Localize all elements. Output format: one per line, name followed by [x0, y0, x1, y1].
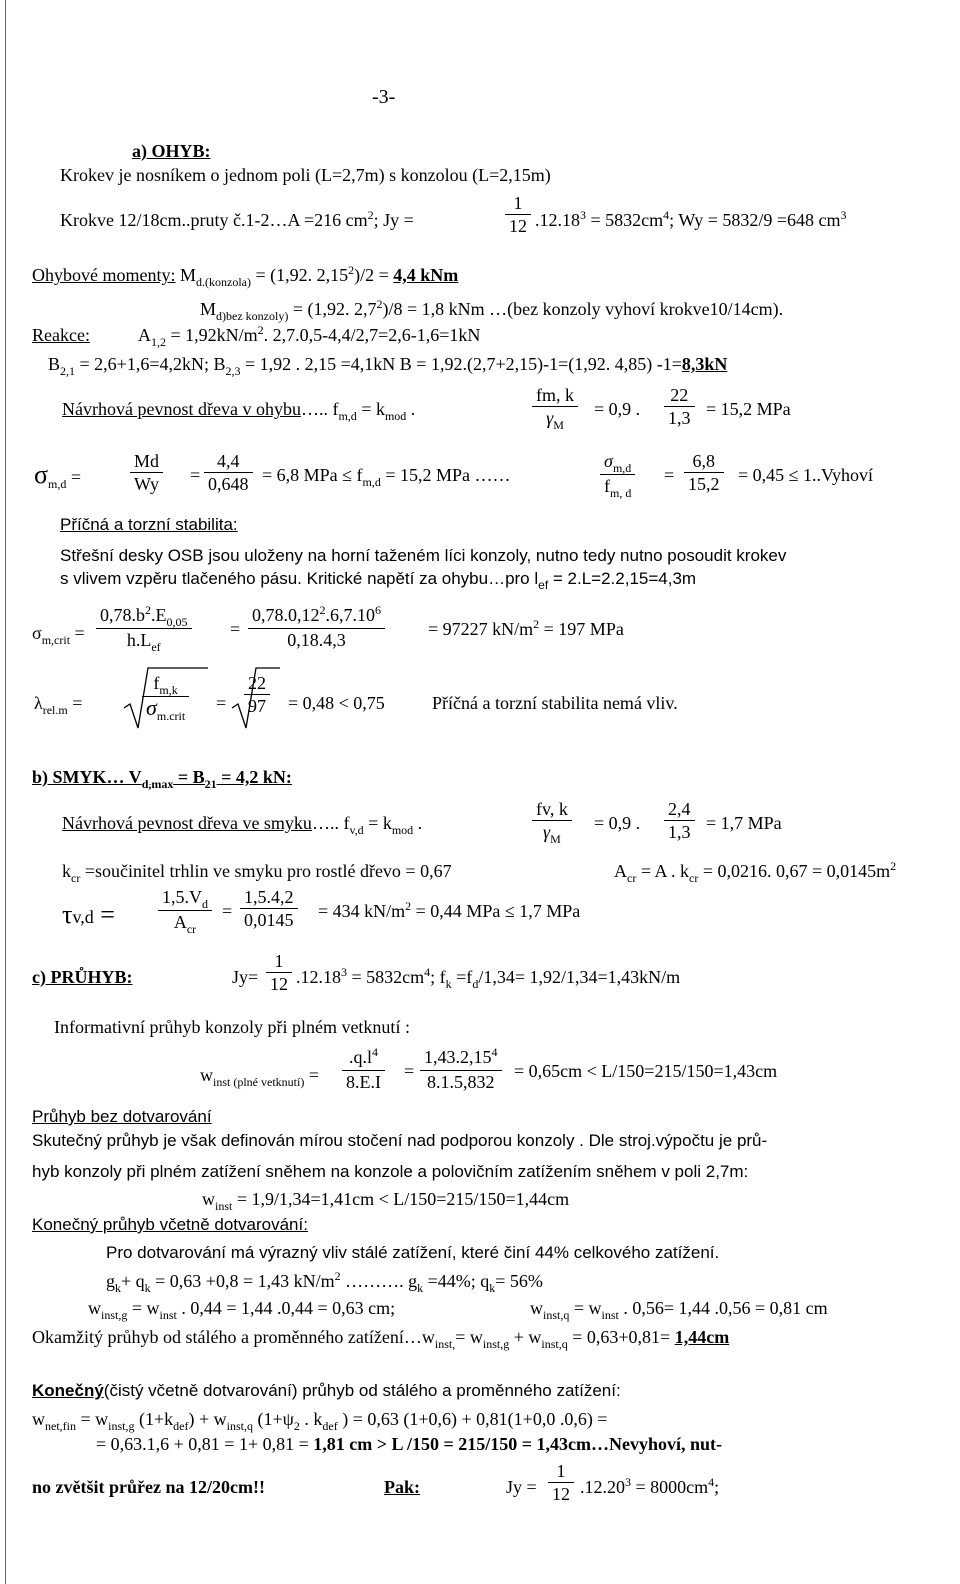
page-number: -3-	[372, 86, 396, 108]
fraction-tau-2: $\frac{1,5.4,2}{0,0145}$	[240, 886, 298, 931]
sigma-mid: = 6,8 MPa ≤ $f_{m,d} = 15,2$ MPa ……	[262, 465, 511, 489]
fraction-crit-1: $0,78.b^2.E_{0,05}$ $h.L_{ef}$	[96, 604, 192, 653]
konecny-line-2: $g_k+ q_k = 0,63 +0,8 = 1,43$ $kN/m^2$ ………. $g_k =44\%$; $q_k= 56\%$	[106, 1269, 543, 1295]
w-inst-result: = 0,65cm < L/150=215/150=1,43cm	[514, 1061, 778, 1081]
konecny-heading: Konečný průhyb včetně dotvarování:	[32, 1215, 308, 1234]
jy-rest: $.12.18^3 = 5832cm^4$; $f_k =f_d/1,34= 1,92/1,34=1,43kN/m$	[296, 965, 681, 991]
konecny-line-3: $w_{inst,g} = w_{inst}$ . 0,44 = 1,44 .0,44 = 0,63 cm;	[88, 1298, 396, 1322]
eq-09: = 0,9 .	[594, 399, 641, 419]
left-border	[5, 0, 6, 1584]
fraction-44-0648: $\frac{4,4}{0,648}$	[204, 450, 253, 495]
navrhova-pevnost-ohyb: Návrhová pevnost dřeva v ohybu….. $f_{m,d} = k_{mod}$ .	[62, 399, 416, 423]
result-152: = 15,2 MPa	[706, 399, 791, 419]
eq-09-b: = 0,9 .	[594, 813, 641, 833]
fraction-w-2: $\frac{1,43.2,15^4}{8.1.5,832}$	[420, 1046, 502, 1093]
info-line: Informativní průhyb konzoly při plném vetknutí :	[54, 1017, 410, 1037]
fraction-tau-1: $1,5.V_d$ $A_{cr}$	[158, 886, 212, 935]
w-net-fin-line-2: = 0,63.1,6 + 0,81 = 1+ 0,81 = 1,81 cm > L /150 = 215/150 = 1,43cm…Nevyhoví, nut-	[96, 1434, 723, 1454]
fraction-fmk-sigmacrit: $f_{m,k}$ $\sigma_{m.crit}$	[142, 672, 189, 722]
fraction-crit-2: $\frac{0,78.0,12^2.6,7.10^6}{0,18.4,3}$	[248, 604, 385, 651]
sigma-crit-label: $\sigma_{m,crit}$ =	[32, 623, 85, 647]
eq-sign: =	[190, 465, 201, 485]
navrhova-pevnost-smyk: Návrhová pevnost dřeva ve smyku….. $f_{v,d} = k_{mod}$ .	[62, 813, 423, 837]
fraction-fmk-gamma: $\frac{fm, k}{\gamma_M}$	[532, 384, 578, 431]
jy-label: Jy=	[232, 967, 259, 987]
stabilita-line-1: Střešní desky OSB jsou uloženy na horní taženém líci konzoly, nutno tedy nutno posoudit krokev	[60, 546, 787, 565]
prouhyb-bez-heading: Průhyb bez dotvarování	[32, 1107, 212, 1126]
ohybove-momenty: Ohybové momenty: $M_{d.(konzola)} = (1,92$. $2,15^2)/2 = 4,4$ kNm	[32, 263, 459, 289]
konecny-line-3b: $w_{inst,q} = w_{inst}$ . 0,56= 1,44 .0,56 = 0,81 cm	[530, 1298, 828, 1322]
konecny-final-heading: Konečný(čistý včetně dotvarování) průhyb od stálého a proměnného zatížení:	[32, 1381, 621, 1400]
kcr-line: $k_{cr}$ =součinitel trhlin ve smyku pro rostlé dřevo = 0,67	[62, 861, 452, 885]
tau-result: = 434 $kN/m^2 = 0,44$ MPa ≤ 1,7 MPa	[318, 899, 581, 921]
w-net-fin-line: $w_{net,fin} = w_{inst,g}$ $(1+k_{def}) + w_{inst,q}$ ($1+\psi_2$ . $k_{def}$ ) = 0,63 (1+0,6) + 0,81(1+0,0 .0,6) =	[32, 1409, 608, 1433]
fraction-fvk-gamma: $\frac{fv, k}{\gamma_M}$	[532, 798, 572, 845]
acr-line: $A_{cr} = A$ . $k_{cr} = 0,0216$. $0,67 = 0,0145m^2$	[614, 859, 897, 885]
eq-sign-3: =	[230, 619, 241, 639]
section-c-heading: c) PRŮHYB:	[32, 967, 133, 987]
eq-sign-4: =	[216, 693, 227, 713]
reakce-b: $B_{2,1} = 2,6+1,6=4,2kN$; $B_{2,3} = 1,92$ . 2,15 =4,1kN B = 1,92.(2,7+2,15)-1=(1,92. 4,85) -1=8,3kN	[48, 354, 728, 378]
lambda-result: = 0,48 < 0,75	[288, 693, 385, 713]
sigma-md-label: $\sigma_{m,d}$ =	[34, 460, 82, 491]
fraction-22-97: $\frac{22}{97}$	[244, 672, 270, 717]
okamzity-line: Okamžitý průhyb od stálého a proměnného $zatížení\dots w_{inst,}= w_{inst,g} + w_{inst,q} = 0,63+0,81= 1,44cm$	[32, 1327, 730, 1351]
section-a-heading: a) OHYB:	[132, 141, 211, 161]
moment-bez-konzoly: $M_{d)bez konzoly)} = (1,92$. $2,7^2)/8 = 1,8$ kNm …(bez konzoly vyhoví krokve10/14cm).	[200, 297, 784, 323]
fraction-1-12-c: $\frac{1}{12}$	[266, 950, 292, 995]
pak-label: Pak:	[384, 1477, 420, 1497]
eq-sign-6: =	[404, 1061, 415, 1081]
eq-sign-2: =	[664, 465, 675, 485]
fraction-68-152: $\frac{6,8}{15,2}$	[684, 450, 724, 495]
fraction-1-12: $\frac{1}{12}$	[505, 192, 531, 237]
last-jy-rest: $.12.20^3 = 8000cm^4$;	[580, 1475, 720, 1497]
eq-sign-5: =	[222, 901, 233, 921]
reakce-a: Reakce: $A_{1,2} = 1,92kN/m^2$. 2,7.0,5-4,4/2,7=2,6-1,6=1kN	[32, 323, 481, 349]
fraction-24-13: $\frac{2,4}{1,3}$	[664, 798, 695, 843]
vyhovi-result: = 0,45 ≤ 1..Vyhoví	[738, 465, 874, 485]
lambda-label: $\lambda_{rel.m}$ =	[34, 693, 83, 717]
line-krokve-rest: $.12.18^3 = 5832cm^4$; Wy = 5832/9 =648 $cm^3$	[535, 208, 847, 230]
crit-result: = 97227 $kN/m^2 = 197$ MPa	[428, 617, 624, 639]
stabilita-line-2: s vlivem vzpěru tlačeného pásu. Kritické napětí za ohybu…pro $l_{ef} = 2.L=2.2,15=4,3m$	[60, 569, 697, 592]
line-krokve: Krokve 12/18cm..pruty č.1-2…A =216 $cm^2$; Jy =	[60, 208, 414, 230]
conclusion-text: no zvětšit průřez na 12/20cm!!	[32, 1477, 265, 1497]
w-inst-line: $w_{inst} = 1,9/1,34=1,41cm < L/150=215/150=1,44cm$	[202, 1189, 570, 1213]
fraction-w-1: $\frac{.q.l^4}{8.E.I}$	[342, 1046, 385, 1093]
stabilita-heading: Příčná a torzní stabilita:	[60, 515, 238, 534]
prouhyb-bez-line-1: Skutečný průhyb je však definován mírou stočení nad podporou konzoly . Dle stroj.výpočtu je prů-	[32, 1131, 768, 1150]
konecny-line-1: Pro dotvarování má výrazný vliv stálé zatížení, které činí 44% celkového zatížení.	[106, 1243, 720, 1262]
fraction-md-wy: $\frac{Md}{Wy}$	[130, 450, 163, 495]
fraction-22-13: $\frac{22}{1,3}$	[664, 384, 695, 429]
section-b-heading: b) SMYK… $V_{d,max} = B_{21} = 4,2$ kN:	[32, 767, 292, 791]
prouhyb-bez-line-2: hyb konzoly při plném zatížení sněhem na konzole a polovičním zatížením sněhem v poli 2,7m:	[32, 1162, 749, 1181]
w-inst-label: $w_{inst (plné vetknutí)}$ =	[200, 1065, 319, 1089]
stabilita-note: Příčná a torzní stabilita nemá vliv.	[432, 693, 678, 713]
fraction-sigma-fmd: $\frac{\sigma_{m,d}}{f_{m, d}}$	[600, 450, 635, 499]
line-krokev: Krokev je nosníkem o jednom poli (L=2,7m) s konzolou (L=2,15m)	[60, 165, 551, 185]
fraction-1-12-last: $\frac{1}{12}$	[548, 1460, 574, 1505]
tau-label: τv,d =	[62, 900, 115, 929]
last-jy-label: Jy =	[506, 1477, 537, 1497]
result-17: = 1,7 MPa	[706, 813, 782, 833]
